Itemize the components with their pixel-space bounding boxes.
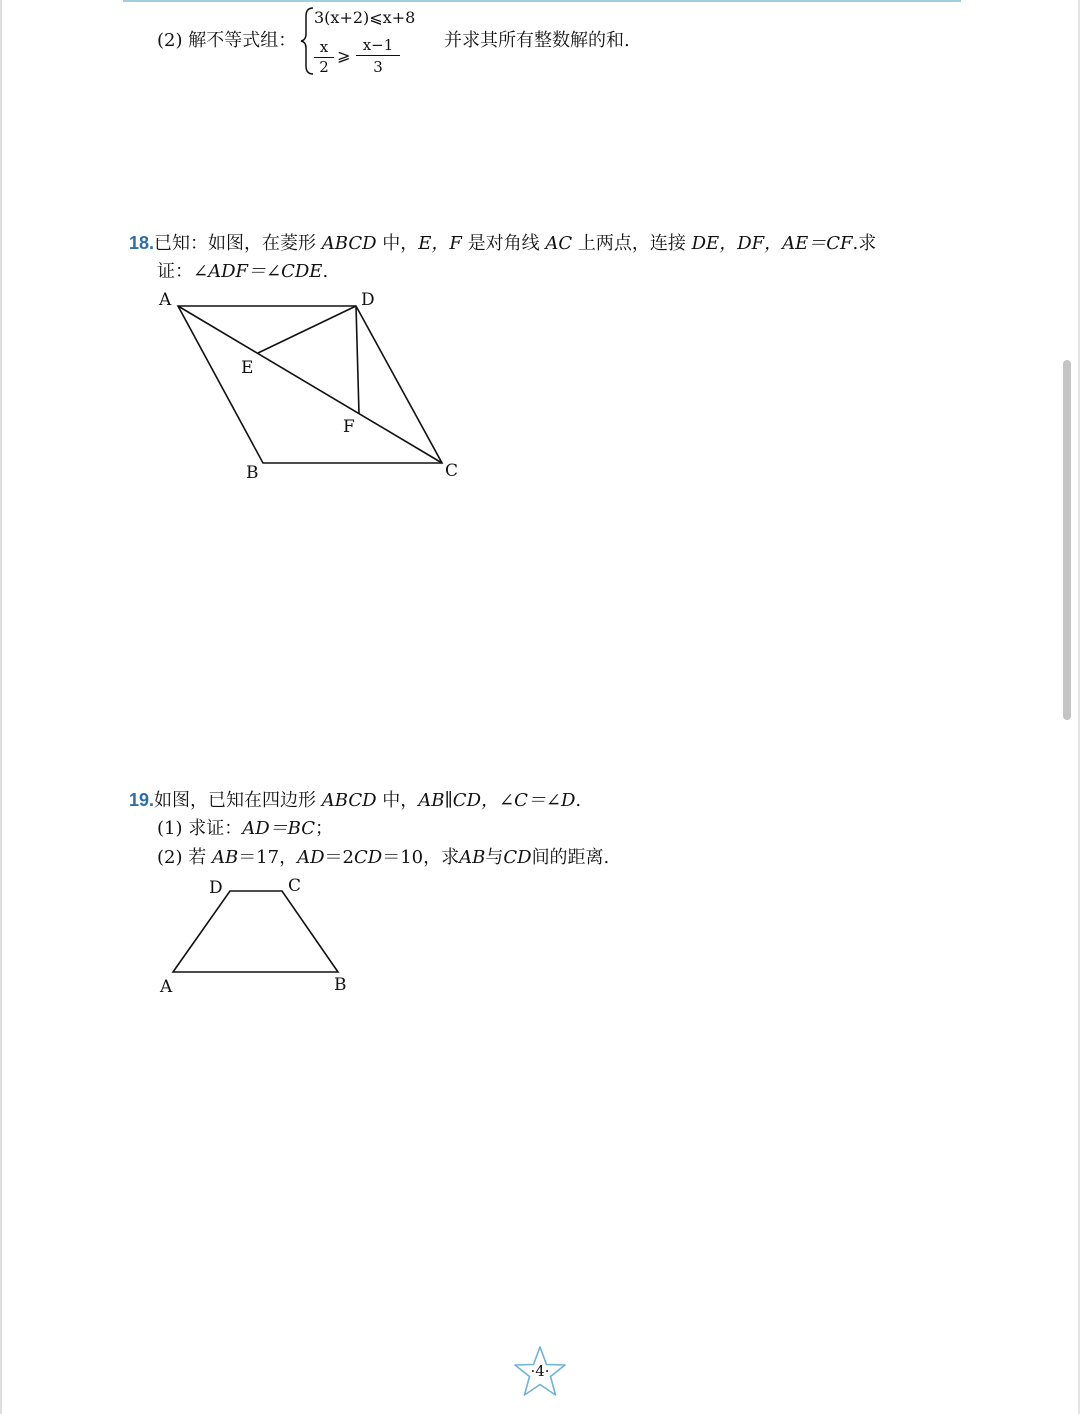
q17-frac1-numerator: x bbox=[319, 38, 329, 56]
q17-geq-symbol: ⩾ bbox=[337, 46, 351, 65]
q19-part1: (1) 求证：AD＝BC； bbox=[157, 818, 333, 839]
q17-frac1-denominator: 2 bbox=[319, 58, 329, 76]
q19-label-A: A bbox=[160, 977, 173, 997]
q19-label-B: B bbox=[334, 975, 347, 995]
page-number: ·4· bbox=[530, 1362, 550, 1380]
q18-label-D: D bbox=[361, 290, 375, 310]
q18-label-B: B bbox=[246, 463, 259, 483]
q18-label-E: E bbox=[241, 358, 254, 378]
q17-part2-prefix: (2) 解不等式组： bbox=[157, 30, 297, 51]
q17-inequality-1: 3(x+2)⩽x+8 bbox=[314, 8, 416, 27]
q19-label-C: C bbox=[288, 876, 302, 896]
q19-line1: 19.如图，已知在四边形 ABCD 中，AB∥CD，∠C＝∠D. bbox=[129, 790, 582, 811]
q18-label-C: C bbox=[445, 461, 459, 481]
q19-number: 19. bbox=[129, 790, 155, 810]
q18-label-F: F bbox=[343, 417, 355, 437]
q17-part2-suffix: 并求其所有整数解的和. bbox=[444, 30, 630, 51]
segment-df bbox=[356, 306, 359, 414]
diagonal-ac bbox=[178, 306, 442, 463]
trapezoid-abcd bbox=[173, 891, 338, 972]
q18-label-A: A bbox=[159, 290, 172, 310]
q17-frac2-denominator: 3 bbox=[373, 58, 383, 76]
q18-number: 18. bbox=[129, 233, 155, 253]
segment-de bbox=[258, 306, 356, 353]
q19-label-D: D bbox=[209, 878, 223, 898]
q17-frac2-numerator: x−1 bbox=[362, 36, 394, 54]
q18-line2: 证：∠ADF＝∠CDE. bbox=[157, 261, 329, 282]
q19-part2: (2) 若 AB＝17，AD＝2CD＝10，求AB与CD间的距离. bbox=[157, 847, 610, 868]
q18-line1: 18.已知：如图，在菱形 ABCD 中，E，F 是对角线 AC 上两点，连接 DE，DF，AE＝CF.求 bbox=[129, 233, 877, 254]
